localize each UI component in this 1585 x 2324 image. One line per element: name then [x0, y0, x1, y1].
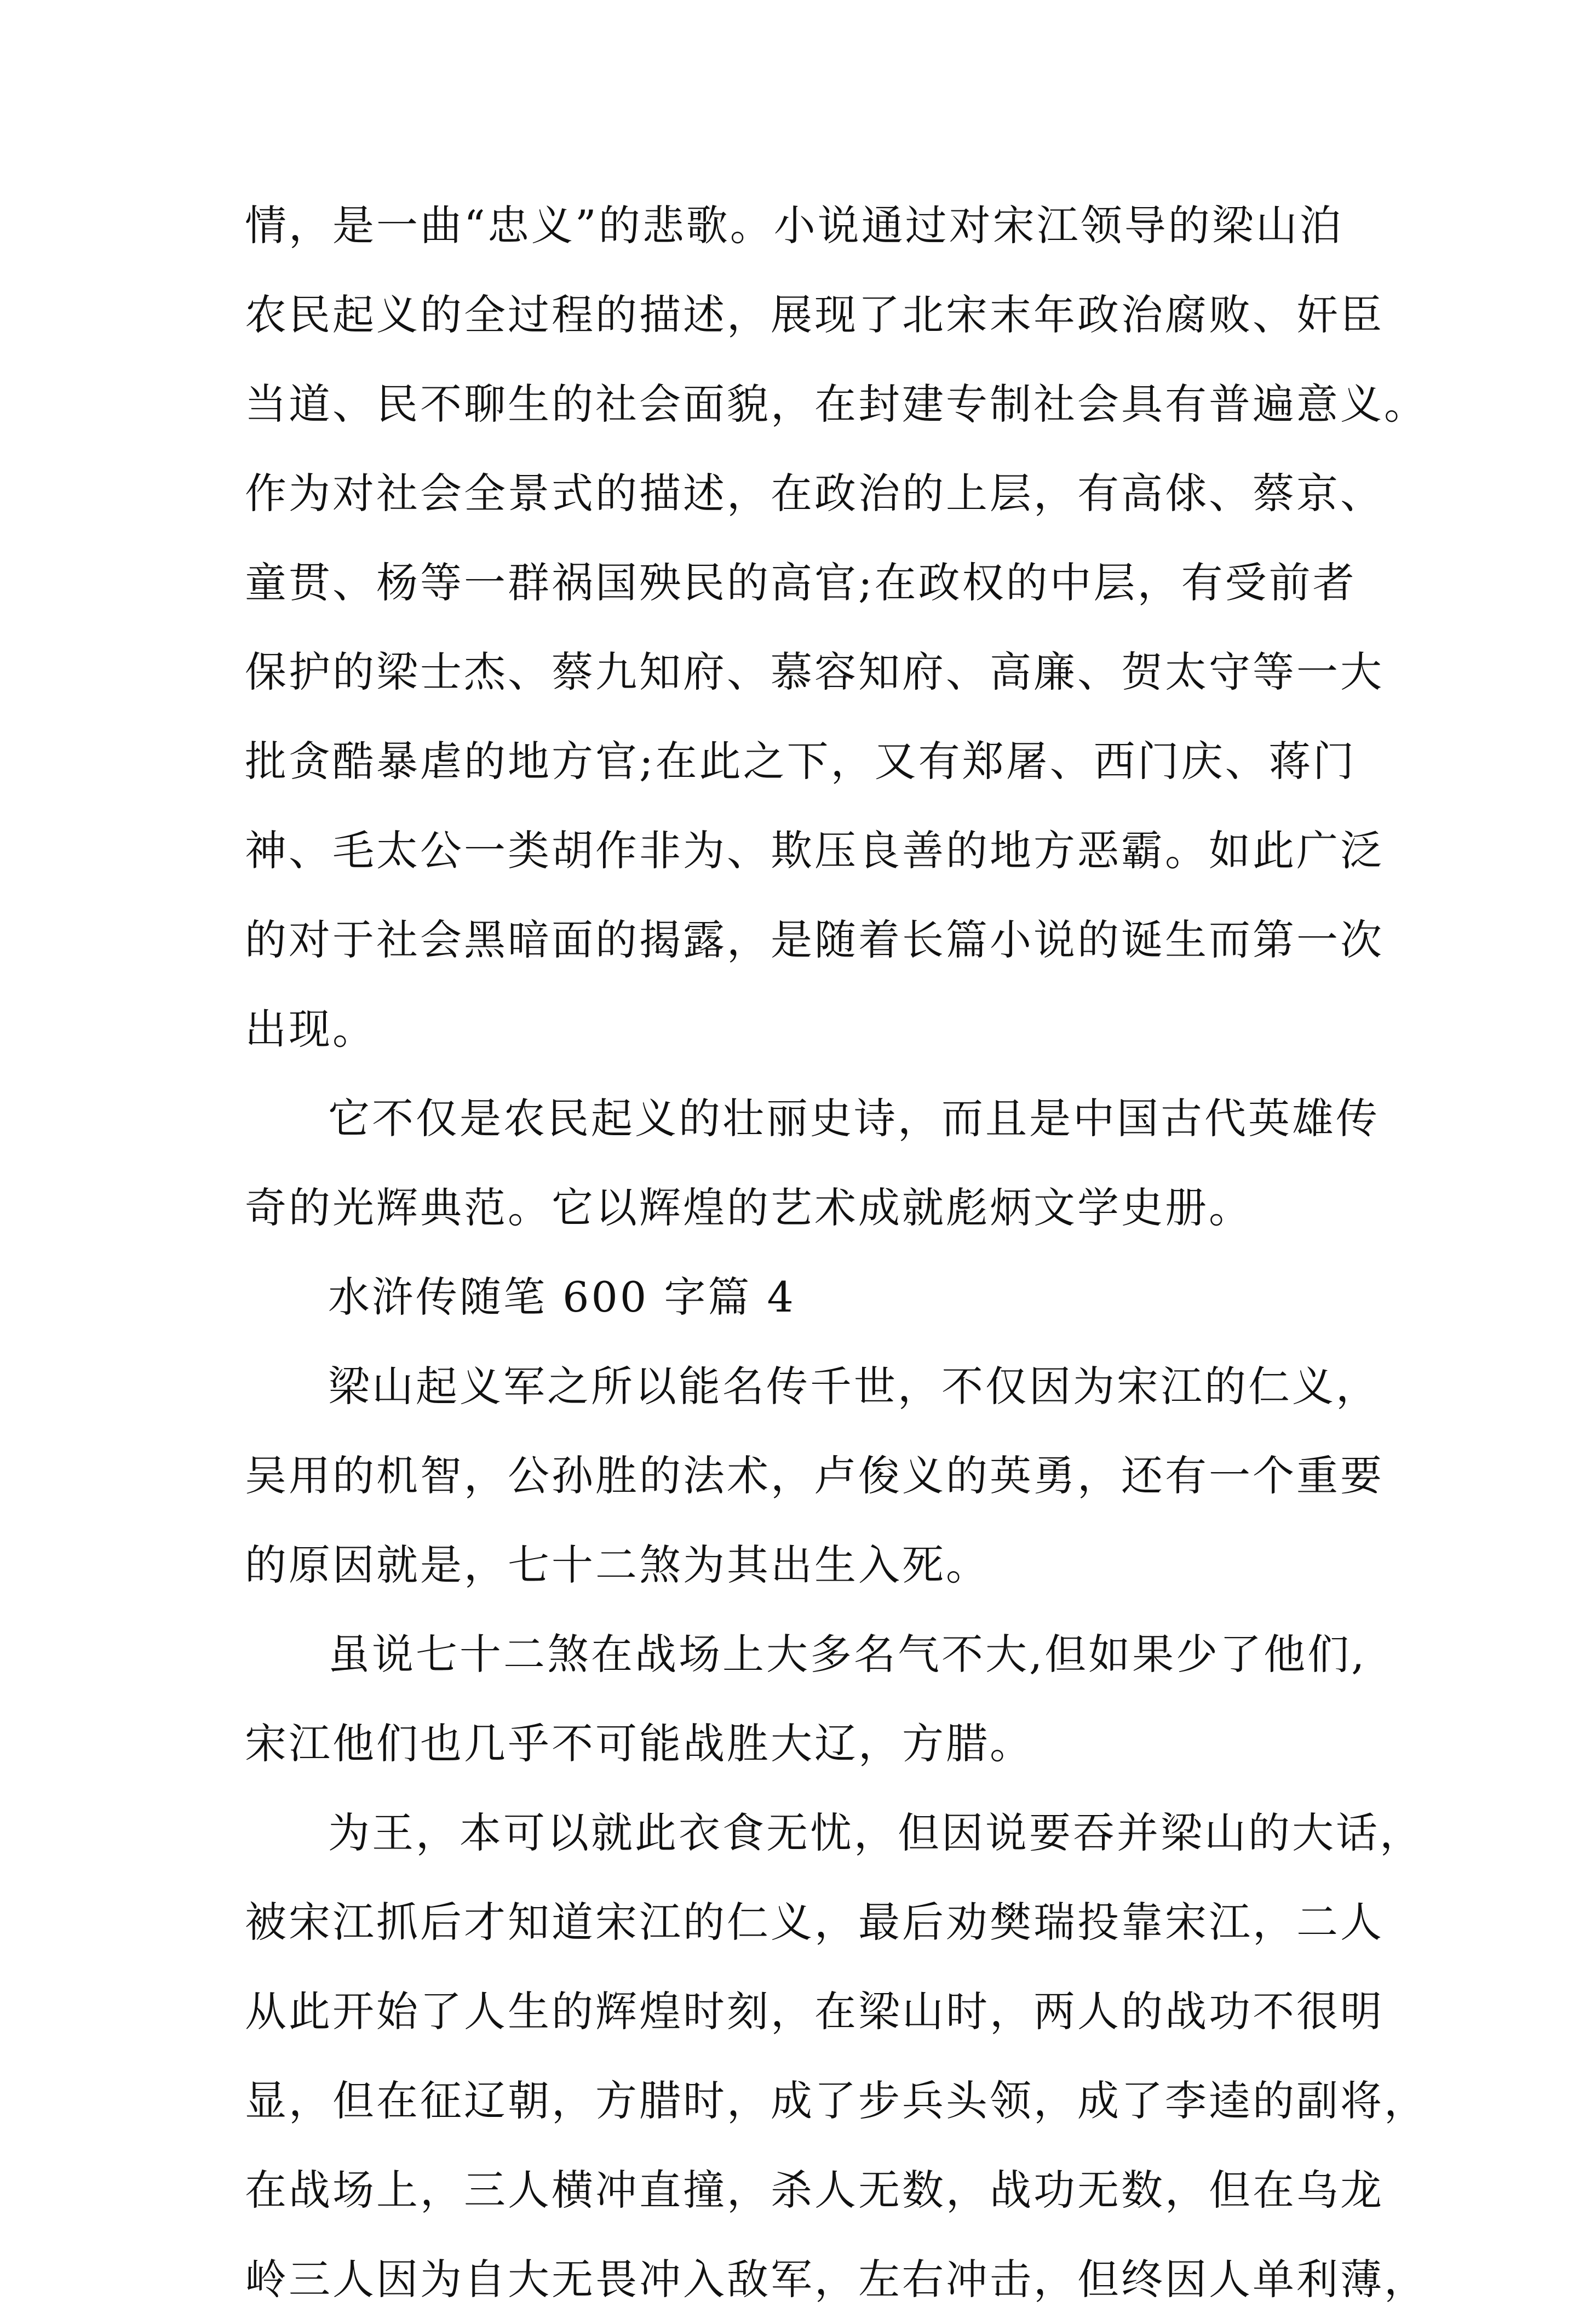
text-line: 从此开始了人生的辉煌时刻，在梁山时，两人的战功不很明 — [245, 1987, 1384, 2036]
text-line: 保护的梁士杰、蔡九知府、慕容知府、高廉、贺太守等一大 — [245, 648, 1384, 696]
text-line: 梁山起义军之所以能名传千世，不仅因为宋江的仁义， — [328, 1362, 1380, 1411]
text-line: 出现。 — [245, 1005, 376, 1054]
text-line: 它不仅是农民起义的壮丽史诗，而且是中国古代英雄传 — [328, 1094, 1380, 1143]
text-line: 被宋江抓后才知道宋江的仁义，最后劝樊瑞投靠宋江，二人 — [245, 1898, 1384, 1947]
text-line: 作为对社会全景式的描述，在政治的上层，有高俅、蔡京、 — [245, 469, 1384, 518]
text-line: 水浒传随笔 600 字篇 4 — [328, 1273, 796, 1321]
text-line: 奇的光辉典范。它以辉煌的艺术成就彪炳文学史册。 — [245, 1183, 1253, 1232]
text-line: 神、毛太公一类胡作非为、欺压良善的地方恶霸。如此广泛 — [245, 826, 1384, 875]
text-line: 宋江他们也几乎不可能战胜大辽，方腊。 — [245, 1719, 1033, 1768]
text-line: 的原因就是，七十二煞为其出生入死。 — [245, 1541, 990, 1589]
text-line: 虽说七十二煞在战场上大多名气不大,但如果少了他们, — [328, 1630, 1367, 1679]
text-line: 显，但在征辽朝，方腊时，成了步兵头领，成了李逵的副将， — [245, 2076, 1428, 2125]
text-line: 的对于社会黑暗面的揭露，是随着长篇小说的诞生而第一次 — [245, 915, 1384, 964]
text-line: 情，是一曲“忠义”的悲歌。小说通过对宋江领导的梁山泊 — [245, 201, 1343, 250]
body-text — [245, 181, 1428, 2324]
text-line: 童贯、杨等一群祸国殃民的高官;在政权的中层，有受前者 — [245, 558, 1357, 607]
text-line: 为王，本可以就此衣食无忧，但因说要吞并梁山的大话， — [328, 1808, 1423, 1857]
text-line: 在战场上，三人横冲直撞，杀人无数，战功无数，但在乌龙 — [245, 2166, 1384, 2214]
text-line: 农民起义的全过程的描述，展现了北宋末年政治腐败、奸臣 — [245, 290, 1384, 339]
text-line: 批贪酷暴虐的地方官;在此之下，又有郑屠、西门庆、蒋门 — [245, 737, 1357, 786]
text-line: 岭三人因为自大无畏冲入敌军，左右冲击，但终因人单利薄， — [245, 2255, 1428, 2304]
text-line: 当道、民不聊生的社会面貌，在封建专制社会具有普遍意义。 — [245, 380, 1428, 428]
text-line: 吴用的机智，公孙胜的法术，卢俊义的英勇，还有一个重要 — [245, 1451, 1384, 1500]
